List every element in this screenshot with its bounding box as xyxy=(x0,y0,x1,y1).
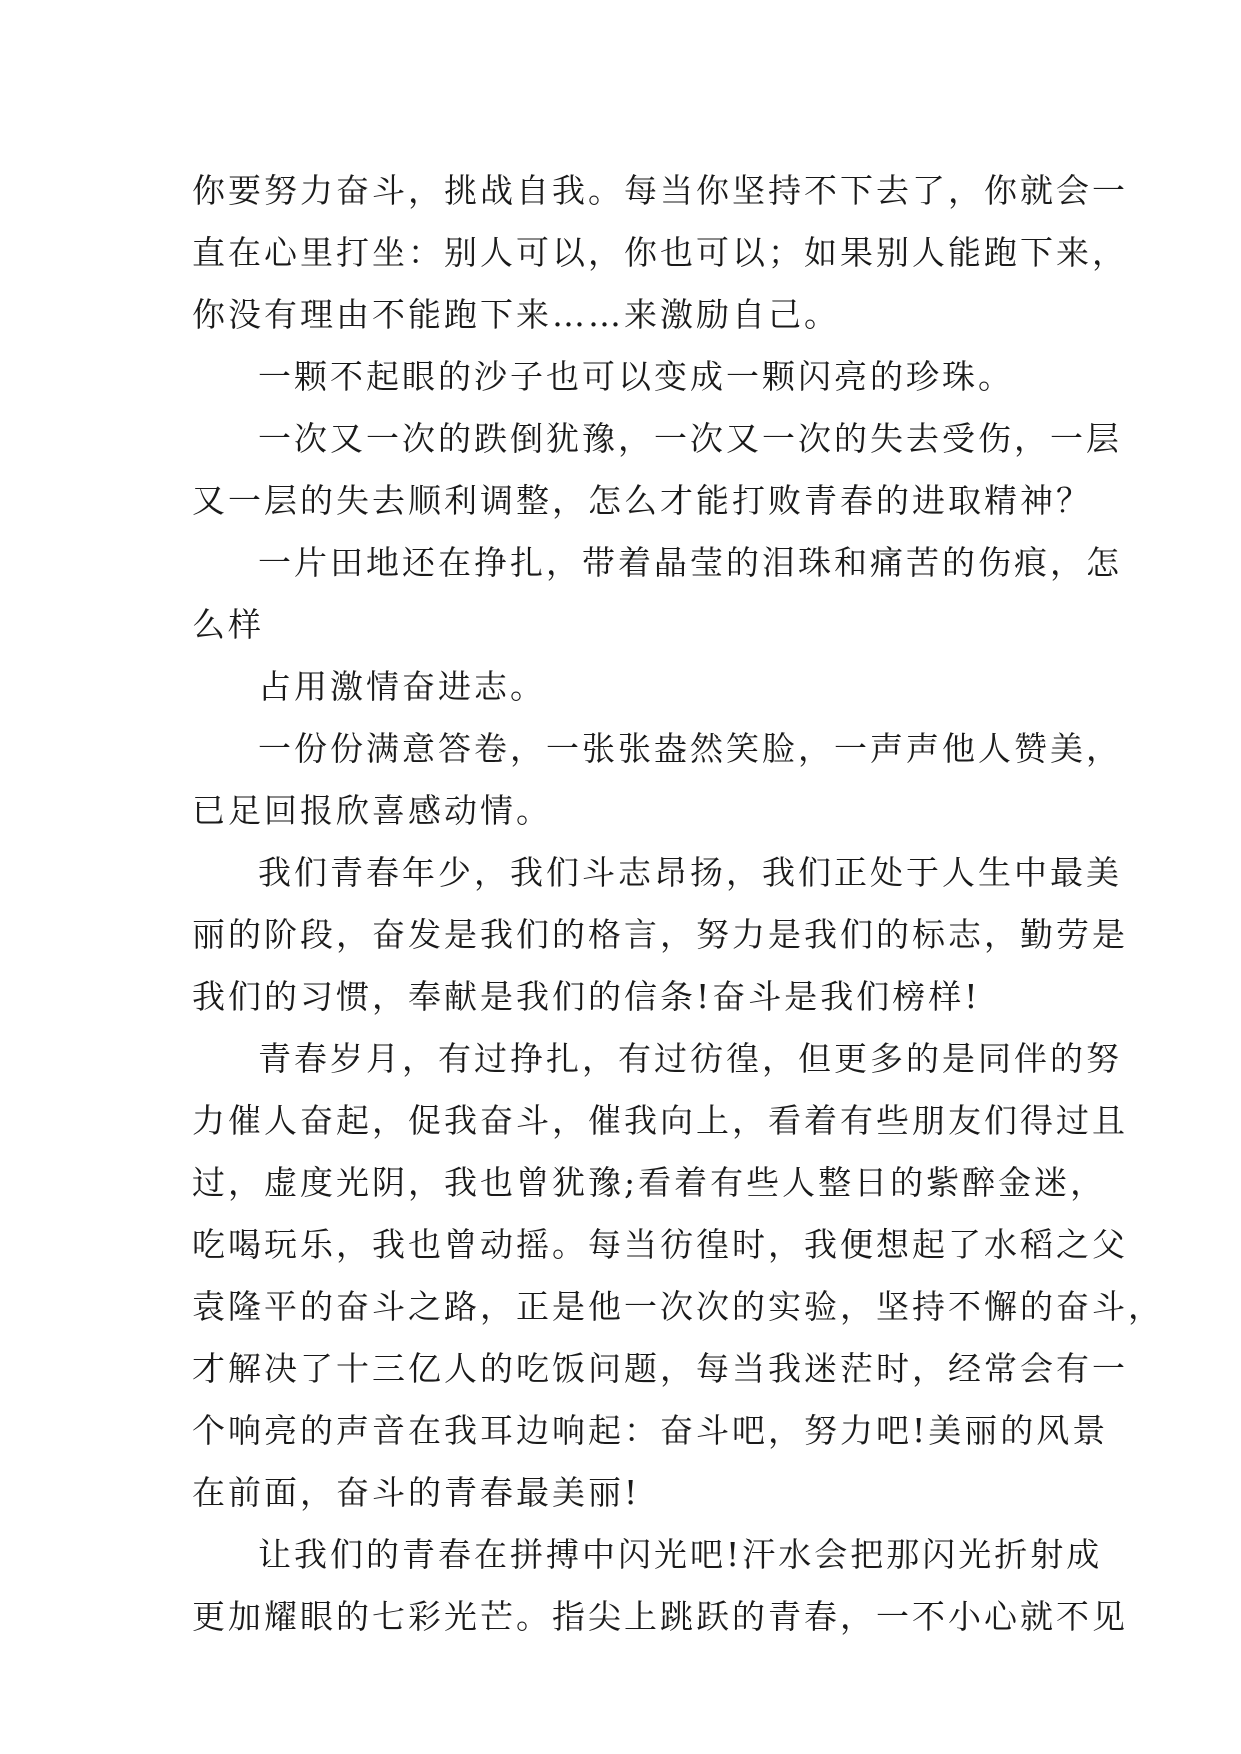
text-line: 一次又一次的跌倒犹豫，一次又一次的失去受伤，一层 xyxy=(258,419,1122,458)
text-line: 我们的习惯，奉献是我们的信条!奋斗是我们榜样! xyxy=(192,977,981,1016)
text-line: 又一层的失去顺利调整，怎么才能打败青春的进取精神？ xyxy=(192,481,1092,520)
text-line: 更加耀眼的七彩光芒。指尖上跳跃的青春，一不小心就不见 xyxy=(192,1597,1128,1636)
text-line: 占用激情奋进志。 xyxy=(258,667,546,706)
text-line: 个响亮的声音在我耳边响起：奋斗吧，努力吧!美丽的风景 xyxy=(192,1411,1109,1450)
text-line: 一颗不起眼的沙子也可以变成一颗闪亮的珍珠。 xyxy=(258,357,1014,396)
text-line: 过，虚度光阴，我也曾犹豫;看着有些人整日的紫醉金迷， xyxy=(192,1163,1107,1202)
text-line: 让我们的青春在拼搏中闪光吧!汗水会把那闪光折射成 xyxy=(258,1535,1103,1574)
text-line: 在前面，奋斗的青春最美丽! xyxy=(192,1473,641,1512)
text-line: 我们青春年少，我们斗志昂扬，我们正处于人生中最美 xyxy=(258,853,1122,892)
text-line: 已足回报欣喜感动情。 xyxy=(192,791,552,830)
text-line: 一份份满意答卷，一张张盎然笑脸，一声声他人赞美， xyxy=(258,729,1122,768)
text-line: 吃喝玩乐，我也曾动摇。每当彷徨时，我便想起了水稻之父 xyxy=(192,1225,1128,1264)
text-line: 你要努力奋斗，挑战自我。每当你坚持不下去了，你就会一 xyxy=(192,171,1128,210)
text-line: 么样 xyxy=(192,605,264,644)
text-line: 丽的阶段，奋发是我们的格言，努力是我们的标志，勤劳是 xyxy=(192,915,1128,954)
text-line: 力催人奋起，促我奋斗，催我向上，看着有些朋友们得过且 xyxy=(192,1101,1128,1140)
text-line: 才解决了十三亿人的吃饭问题，每当我迷茫时，经常会有一 xyxy=(192,1349,1128,1388)
text-line: 你没有理由不能跑下来……来激励自己。 xyxy=(192,295,840,334)
text-line: 袁隆平的奋斗之路，正是他一次次的实验，坚持不懈的奋斗， xyxy=(192,1287,1164,1326)
text-line: 青春岁月，有过挣扎，有过彷徨，但更多的是同伴的努 xyxy=(258,1039,1122,1078)
document-body xyxy=(192,160,1164,1648)
text-line: 直在心里打坐：别人可以，你也可以；如果别人能跑下来， xyxy=(192,233,1128,272)
text-line: 一片田地还在挣扎，带着晶莹的泪珠和痛苦的伤痕，怎 xyxy=(258,543,1122,582)
